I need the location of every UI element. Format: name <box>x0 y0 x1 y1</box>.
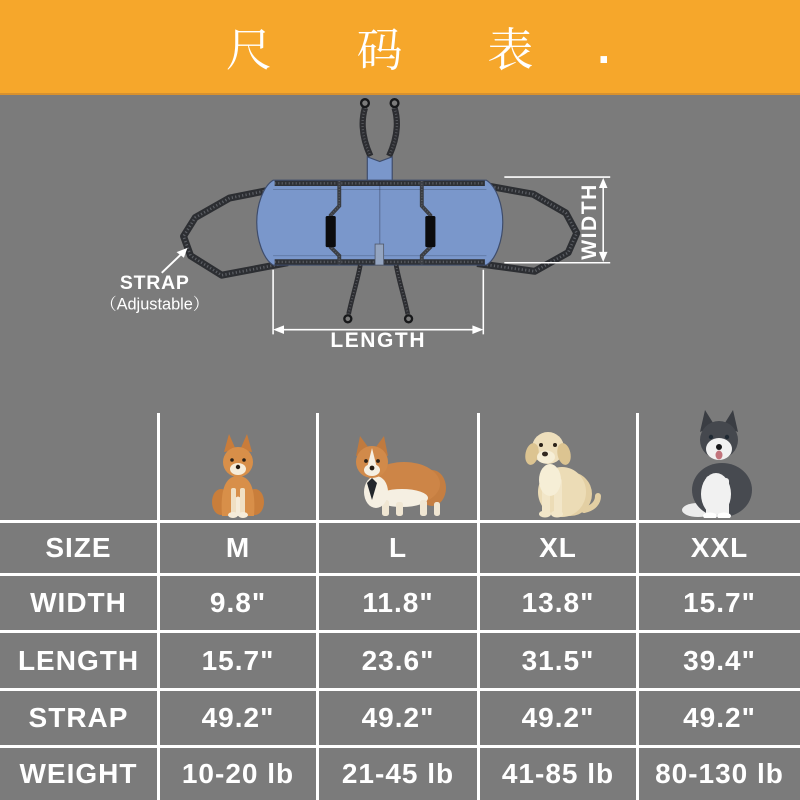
table-cell-dog-m <box>160 413 319 520</box>
row-label-size: SIZE <box>0 520 160 573</box>
cell-size-m: M <box>160 520 319 573</box>
bottom-straps <box>344 265 412 322</box>
center-bottom-tab <box>375 244 384 265</box>
strap-ring-icon <box>344 315 351 322</box>
row-label-weight: WEIGHT <box>0 745 160 800</box>
cell-strap-xxl: 49.2" <box>639 688 800 745</box>
row-label-width: WIDTH <box>0 573 160 630</box>
table-corner-cell <box>0 413 160 520</box>
neck-tab <box>367 157 392 181</box>
top-straps <box>361 99 398 156</box>
grip-bar-right <box>425 216 435 247</box>
harness-product-diagram <box>0 93 800 420</box>
table-cell-dog-l <box>319 413 480 520</box>
cell-length-xxl: 39.4" <box>639 630 800 688</box>
cell-weight-m: 10-20 lb <box>160 745 319 800</box>
cell-strap-m: 49.2" <box>160 688 319 745</box>
cell-weight-l: 21-45 lb <box>319 745 480 800</box>
size-table <box>0 413 800 800</box>
cell-size-xl: XL <box>480 520 639 573</box>
grip-bar-left <box>326 216 336 247</box>
cell-width-xl: 13.8" <box>480 573 639 630</box>
shiba-inu-dog-photo <box>202 426 274 518</box>
strap-ring-icon <box>405 315 412 322</box>
corgi-dog-photo <box>344 434 452 518</box>
harness-body <box>257 180 503 265</box>
cell-width-xxl: 15.7" <box>639 573 800 630</box>
length-dimension <box>273 270 483 352</box>
cell-length-m: 15.7" <box>160 630 319 688</box>
row-label-strap: STRAP <box>0 688 160 745</box>
cell-strap-xl: 49.2" <box>480 688 639 745</box>
cell-weight-xl: 41-85 lb <box>480 745 639 800</box>
labrador-puppy-dog-photo <box>512 418 604 518</box>
arrow-left-icon <box>273 325 284 334</box>
title-banner <box>0 0 800 95</box>
strap-annotation-line2: （Adjustable） <box>100 295 210 314</box>
cell-width-m: 9.8" <box>160 573 319 630</box>
cell-weight-xxl: 80-130 lb <box>639 745 800 800</box>
arrow-right-icon <box>472 325 483 334</box>
row-label-length: LENGTH <box>0 630 160 688</box>
table-cell-dog-xl <box>480 413 639 520</box>
strap-ring-icon <box>391 99 399 107</box>
cell-width-l: 11.8" <box>319 573 480 630</box>
page-title: 尺 码 表 <box>225 23 570 76</box>
husky-dog-photo <box>664 406 776 518</box>
cell-size-xxl: XXL <box>639 520 800 573</box>
length-dimension-label: LENGTH <box>330 328 427 352</box>
strap-annotation-line1: STRAP <box>119 272 190 295</box>
cell-size-l: L <box>319 520 480 573</box>
width-dimension-label: WIDTH <box>577 183 601 260</box>
cell-strap-l: 49.2" <box>319 688 480 745</box>
table-cell-dog-xxl <box>639 413 800 520</box>
title-period: . <box>597 20 611 73</box>
cell-length-l: 23.6" <box>319 630 480 688</box>
strap-ring-icon <box>361 99 369 107</box>
cell-length-xl: 31.5" <box>480 630 639 688</box>
